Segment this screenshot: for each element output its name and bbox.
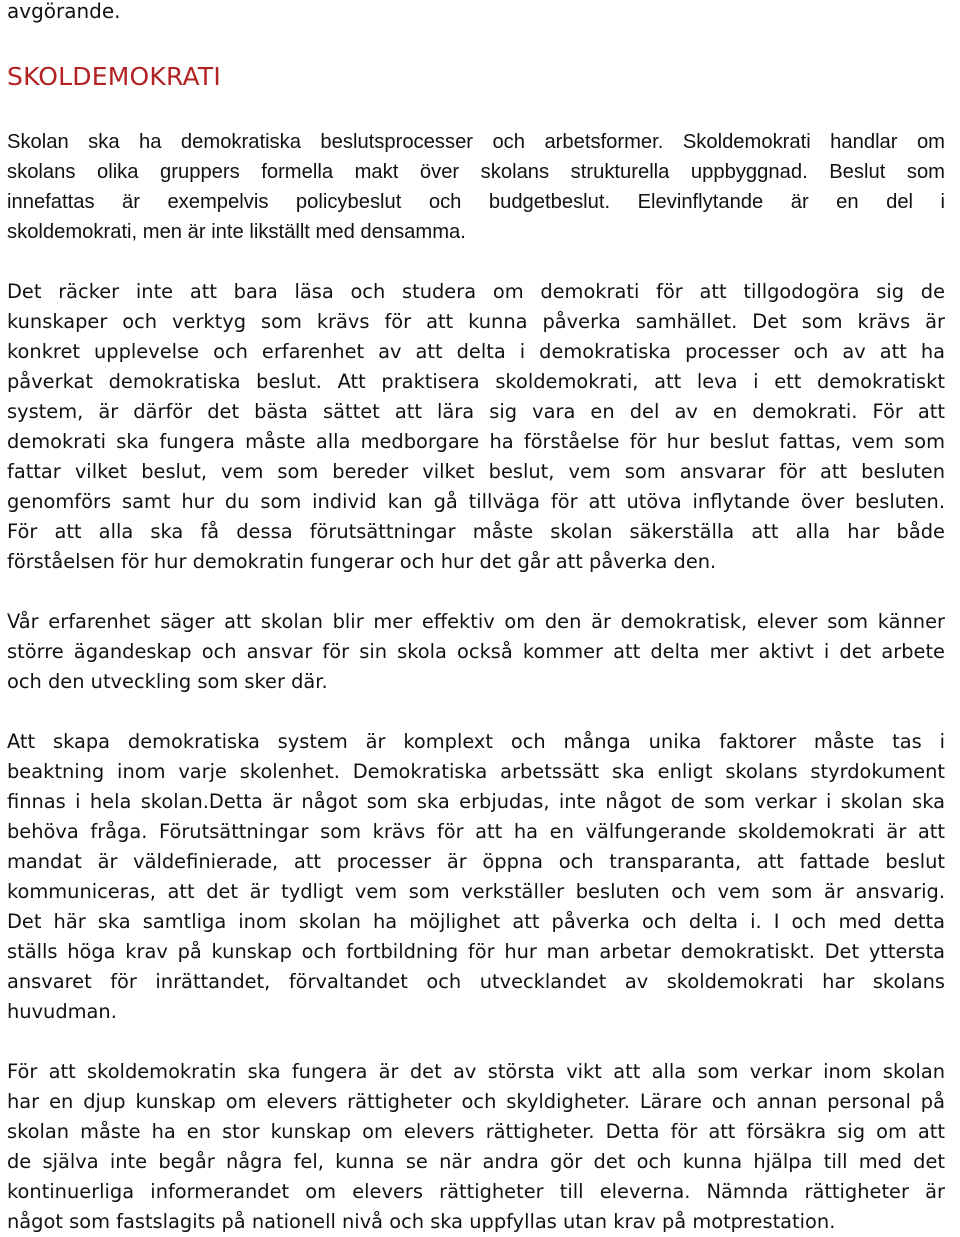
- paragraph-line: För att alla ska få dessa förutsättningar måste skolan säkerställa att alla har både: [7, 520, 945, 543]
- paragraph-line: system, är därför det bästa sättet att lära sig vara en del av en demokrati. För att: [7, 400, 945, 423]
- paragraph-line: kommuniceras, att det är tydligt vem som verkställer besluten och vem som är ansvarig.: [7, 880, 945, 903]
- paragraph-line: påverkat demokratiska beslut. Att praktisera skoldemokrati, att leva i ett demokratiskt: [7, 370, 945, 393]
- paragraph-5: [7, 1057, 945, 1237]
- paragraph-line: och den utveckling som sker där.: [7, 670, 328, 693]
- paragraph-line: ställs höga krav på kunskap och fortbildning för hur man arbetar demokratiskt. Det yttersta: [7, 940, 945, 963]
- paragraph-line: konkret upplevelse och erfarenhet av att delta i demokratiska processer och av att ha: [7, 340, 945, 363]
- paragraph-line: större ägandeskap och ansvar för sin skola också kommer att delta mer aktivt i det arbete: [7, 640, 945, 663]
- paragraph-line: kunskaper och verktyg som krävs för att kunna påverka samhället. Det som krävs är: [7, 310, 945, 333]
- paragraph-4: [7, 727, 945, 1027]
- paragraph-line: skoldemokrati, men är inte likställt med densamma.: [7, 221, 466, 243]
- paragraph-line: demokrati ska fungera måste alla medborgare ha förståelse för hur beslut fattas, vem som: [7, 430, 945, 453]
- paragraph-line: fattar vilket beslut, vem som bereder vilket beslut, vem som ansvarar för att besluten: [7, 460, 945, 483]
- paragraph-line: de själva inte begår några fel, kunna se när andra gör det och kunna hjälpa till med det: [7, 1150, 945, 1173]
- paragraph-line: kontinuerliga informerandet om elevers rättigheter till eleverna. Nämnda rättigheter är: [7, 1180, 945, 1203]
- paragraph-line: skolan måste ha en stor kunskap om elevers rättigheter. Detta för att försäkra sig om att: [7, 1120, 945, 1143]
- paragraph-line: har en djup kunskap om elevers rättigheter och skyldigheter. Lärare och annan personal på: [7, 1090, 945, 1113]
- paragraph-line: genomförs samt hur du som individ kan gå tillväga för att utöva inflytande över besluten.: [7, 490, 945, 513]
- paragraph-line: ansvaret för inrättandet, förvaltandet och utvecklandet av skoldemokrati har skolans: [7, 970, 945, 993]
- paragraph-line: något som fastslagits på nationell nivå och ska uppfyllas utan krav på motprestation.: [7, 1210, 836, 1233]
- previous-paragraph-fragment: avgörande.: [7, 0, 121, 23]
- paragraph-line: innefattas är exempelvis policybeslut och budgetbeslut. Elevinflytande är en del i: [7, 191, 945, 213]
- paragraph-line: Det här ska samtliga inom skolan ha möjlighet att påverka och delta i. I och med detta: [7, 910, 945, 933]
- paragraph-line: Skolan ska ha demokratiska beslutsprocesser och arbetsformer. Skoldemokrati handlar om: [7, 131, 945, 153]
- paragraph-line: Vår erfarenhet säger att skolan blir mer effektiv om den är demokratisk, elever som känner: [7, 610, 945, 633]
- paragraph-3: [7, 607, 945, 697]
- document-page: [7, 0, 945, 1237]
- paragraph-line: finnas i hela skolan.Detta är något som ska erbjudas, inte något de som verkar i skolan ska: [7, 790, 945, 813]
- paragraph-line: skolans olika gruppers formella makt över skolans strukturella uppbyggnad. Beslut som: [7, 161, 945, 183]
- paragraph-line: förståelsen för hur demokratin fungerar och hur det går att påverka den.: [7, 550, 717, 573]
- section-heading: SKOLDEMOKRATI: [7, 62, 221, 91]
- paragraph-line: För att skoldemokratin ska fungera är det av största vikt att alla som verkar inom skolan: [7, 1060, 945, 1083]
- paragraph-line: beaktning inom varje skolenhet. Demokratiska arbetssätt ska enligt skolans styrdokument: [7, 760, 945, 783]
- paragraph-1: [7, 127, 945, 247]
- paragraph-line: behöva fråga. Förutsättningar som krävs för att ha en välfungerande skoldemokrati är att: [7, 820, 945, 843]
- paragraph-line: Att skapa demokratiska system är komplext och många unika faktorer måste tas i: [7, 730, 945, 753]
- paragraph-line: huvudman.: [7, 1000, 117, 1023]
- paragraph-line: Det räcker inte att bara läsa och studera om demokrati för att tillgodogöra sig de: [7, 280, 945, 303]
- paragraph-2: [7, 277, 945, 577]
- paragraph-line: mandat är väldefinierade, att processer är öppna och transparanta, att fattade beslut: [7, 850, 945, 873]
